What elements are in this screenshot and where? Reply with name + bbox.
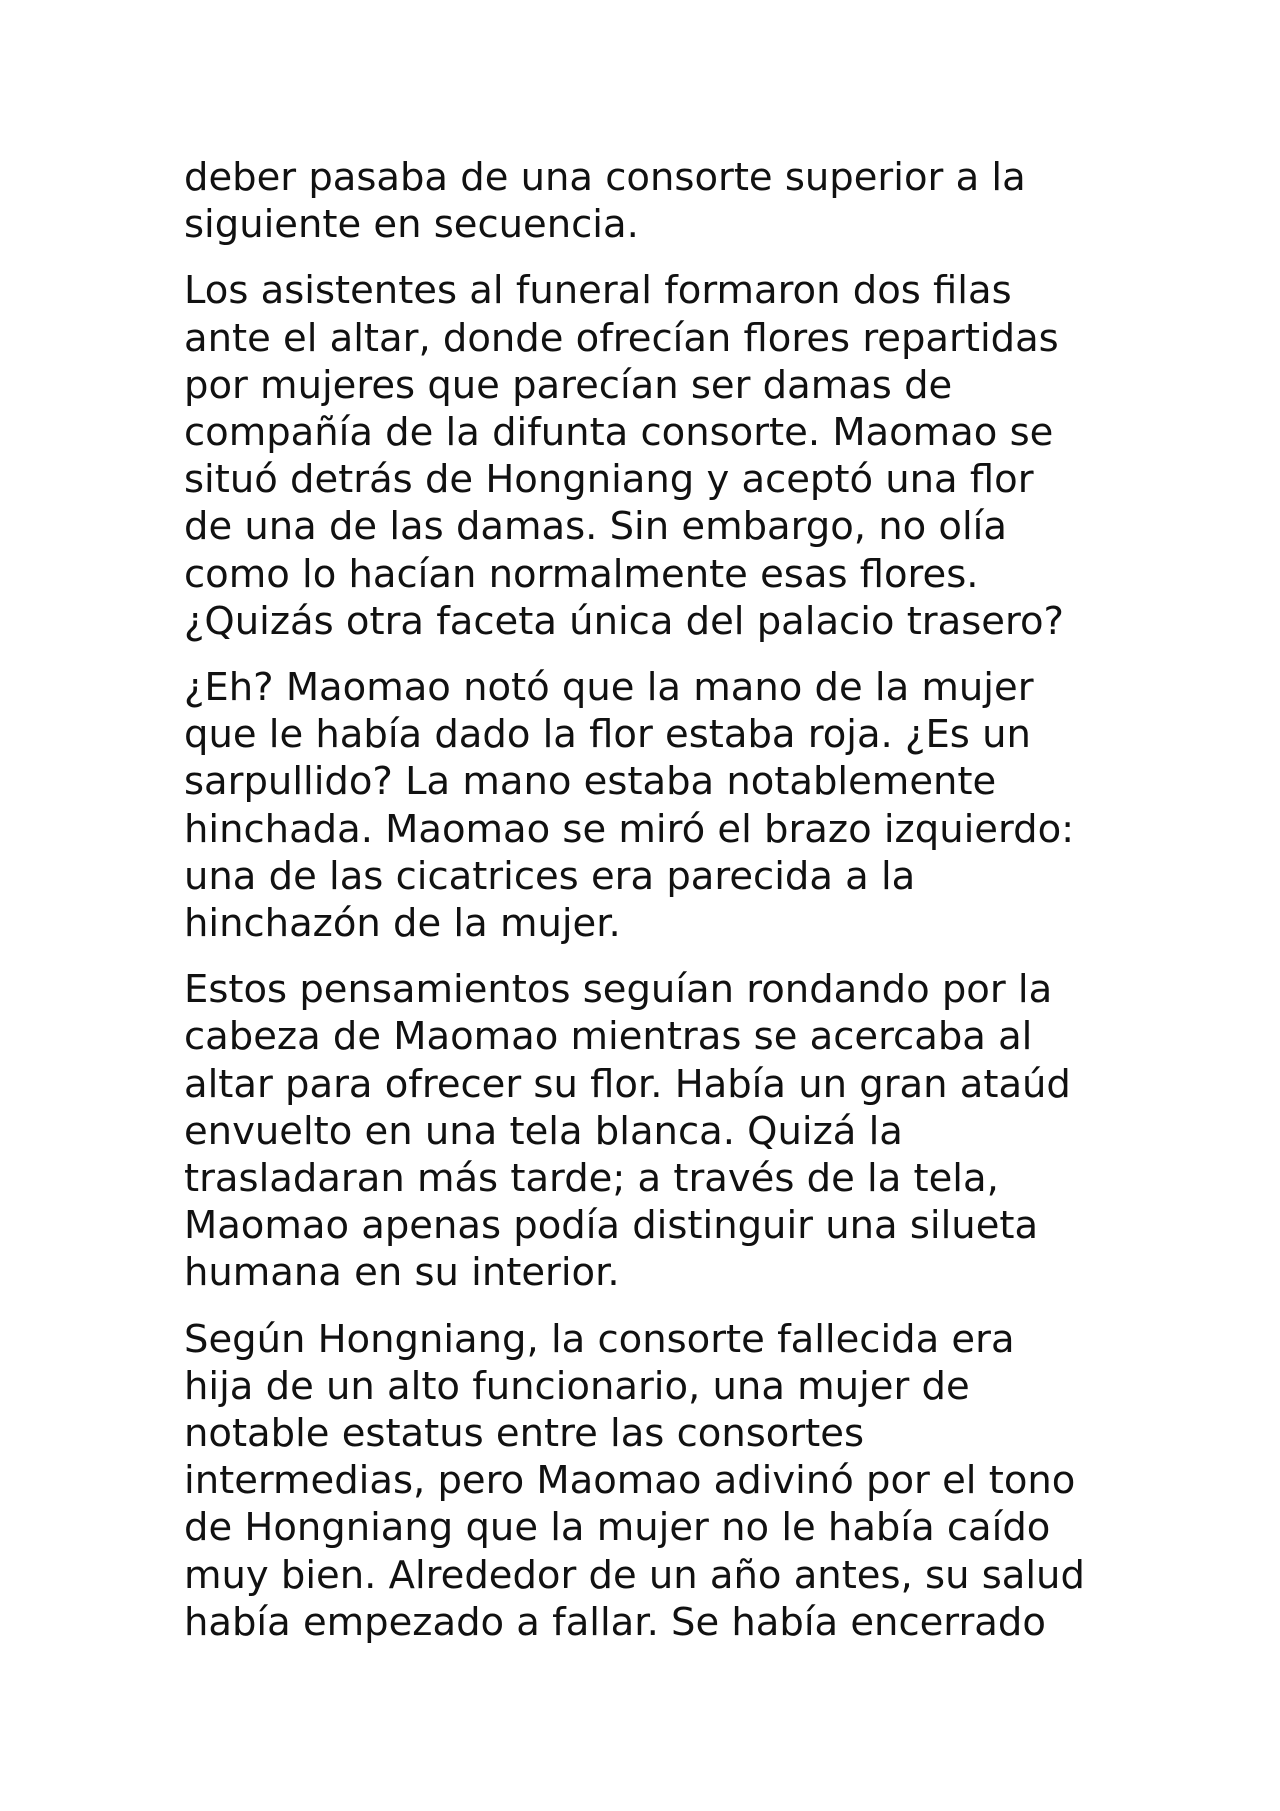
text-line: una de las cicatrices era parecida a la [184, 853, 916, 899]
text-line: de Hongniang que la mujer no le había caído [184, 1505, 1051, 1551]
text-line: notable estatus entre las consortes [184, 1411, 865, 1457]
text-line: ¿Quizás otra faceta única del palacio trasero? [184, 598, 1064, 644]
paragraph-2 [184, 267, 1124, 645]
text-line: había empezado a fallar. Se había encerrado [184, 1599, 1046, 1645]
text-line: hinchazón de la mujer. [184, 901, 621, 947]
text-line: sarpullido? La mano estaba notablemente [184, 759, 997, 805]
text-line: de una de las damas. Sin embargo, no olía [184, 504, 1007, 550]
text-line: Según Hongniang, la consorte fallecida era [184, 1316, 1015, 1362]
text-line: muy bien. Alrededor de un año antes, su salud [184, 1552, 1085, 1598]
text-line: compañía de la difunta consorte. Maomao se [184, 410, 1054, 456]
text-line: que le había dado la flor estaba roja. ¿Es un [184, 712, 1031, 758]
text-line: ¿Eh? Maomao notó que la mano de la mujer [184, 665, 1034, 711]
text-line: cabeza de Maomao mientras se acercaba al [184, 1014, 1033, 1060]
text-line: ante el altar, donde ofrecían flores repartidas [184, 315, 1059, 361]
text-line: situó detrás de Hongniang y aceptó una flor [184, 457, 1034, 503]
text-line: humana en su interior. [184, 1250, 620, 1296]
text-line: Maomao apenas podía distinguir una silueta [184, 1203, 1039, 1249]
text-line: como lo hacían normalmente esas flores. [184, 551, 979, 597]
text-line: hija de un alto funcionario, una mujer de [184, 1363, 970, 1409]
paragraph-4 [184, 966, 1124, 1296]
paragraph-1 [184, 154, 1124, 248]
text-line: siguiente en secuencia. [184, 202, 639, 248]
text-line: por mujeres que parecían ser damas de [184, 362, 953, 408]
text-line: envuelto en una tela blanca. Quizá la [184, 1108, 903, 1154]
text-line: hinchada. Maomao se miró el brazo izquierdo: [184, 806, 1075, 852]
text-column [184, 154, 1124, 1665]
text-line: Los asistentes al funeral formaron dos filas [184, 268, 1012, 314]
text-line: intermedias, pero Maomao adivinó por el tono [184, 1458, 1076, 1504]
paragraph-5 [184, 1316, 1124, 1646]
text-line: Estos pensamientos seguían rondando por la [184, 967, 1053, 1013]
paragraph-3 [184, 664, 1124, 947]
text-line: trasladaran más tarde; a través de la tela, [184, 1156, 999, 1202]
text-line: deber pasaba de una consorte superior a la [184, 155, 1026, 200]
text-line: altar para ofrecer su flor. Había un gran ataúd [184, 1061, 1071, 1107]
